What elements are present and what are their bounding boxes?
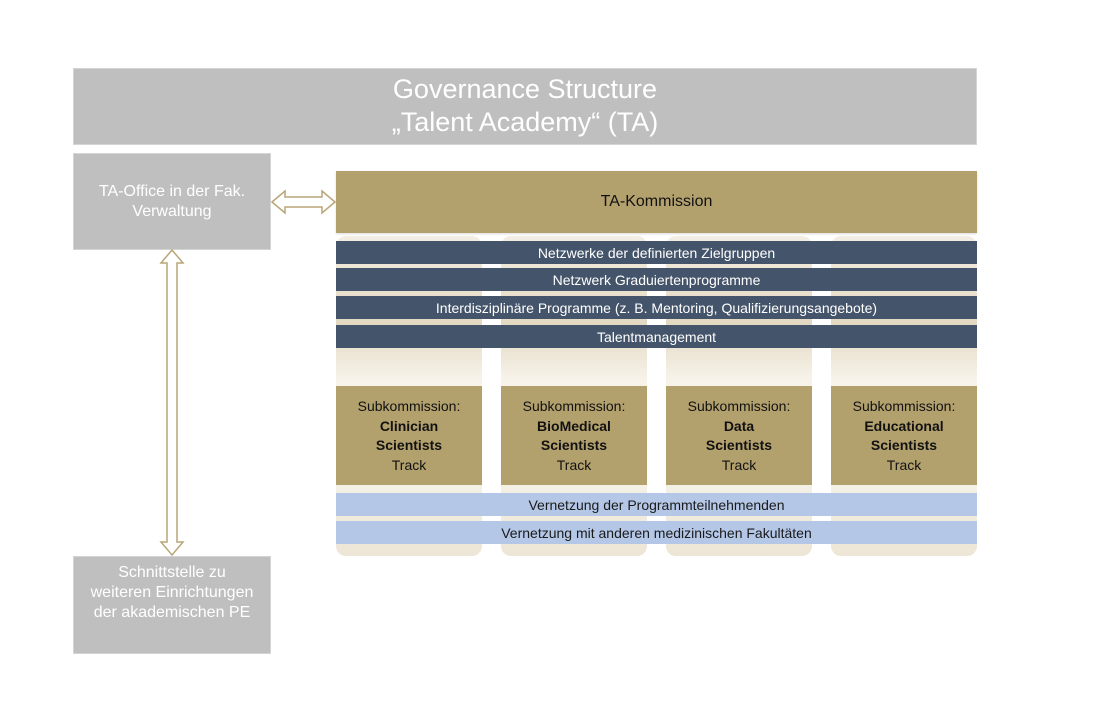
band-label: Netzwerke der definierten Zielgruppen [537, 244, 776, 261]
subcommission-prefix: Subkommission: [357, 398, 461, 414]
subcommission-name-2: Scientists [870, 437, 938, 453]
band-label: Talentmanagement [596, 328, 717, 345]
subcommission-name-1: Data [723, 417, 755, 434]
subcommission-name-2: Scientists [540, 437, 608, 453]
subcommission-name-2: Scientists [375, 437, 443, 453]
subcommission-data [666, 386, 812, 485]
subcommission-clinician [336, 386, 482, 485]
subcommission-name-1: Clinician [379, 417, 439, 434]
subcommission-educational [831, 386, 977, 485]
subcommission-name-1: Educational [864, 417, 944, 434]
ta-office-box [73, 153, 271, 250]
interface-box [73, 556, 271, 654]
band-vernetzung-teilnehmende [336, 493, 977, 516]
vertical-double-arrow [161, 250, 183, 555]
subcommission-suffix: Track [391, 456, 427, 473]
ta-kommission-label: TA-Kommission [600, 193, 713, 210]
band-label: Netzwerk Graduiertenprogramme [552, 271, 761, 288]
subcommission-suffix: Track [556, 456, 592, 473]
band-zielgruppen [336, 241, 977, 264]
band-vernetzung-fakultaeten [336, 521, 977, 544]
title-line-2: „Talent Academy“ (TA) [391, 107, 659, 137]
ta-office-label: TA-Office in der Fak. Verwaltung [98, 183, 246, 220]
subcommission-suffix: Track [721, 456, 757, 473]
horizontal-double-arrow [272, 191, 335, 213]
subcommission-biomedical [501, 386, 647, 485]
ta-kommission-box [336, 171, 977, 233]
subcommission-prefix: Subkommission: [522, 398, 626, 414]
subcommission-suffix: Track [886, 456, 922, 473]
diagram-title [73, 68, 977, 145]
interface-label: Schnittstelle zu weiteren Einrichtungen der akademischen PE [90, 564, 254, 621]
band-label: Vernetzung mit anderen medizinischen Fakultäten [501, 524, 812, 541]
band-talentmanagement [336, 325, 977, 348]
subcommission-name-1: BioMedical [537, 417, 611, 434]
band-label: Interdisziplinäre Programme (z. B. Mentoring, Qualifizierungsangebote) [435, 299, 878, 316]
band-label: Vernetzung der Programmteilnehmenden [528, 496, 785, 513]
band-interdisziplinaere-programme [336, 296, 977, 319]
title-line-1: Governance Structure [392, 74, 658, 104]
subcommission-prefix: Subkommission: [687, 398, 791, 414]
subcommission-prefix: Subkommission: [852, 398, 956, 414]
subcommission-name-2: Scientists [705, 437, 773, 453]
band-graduiertenprogramme [336, 268, 977, 291]
